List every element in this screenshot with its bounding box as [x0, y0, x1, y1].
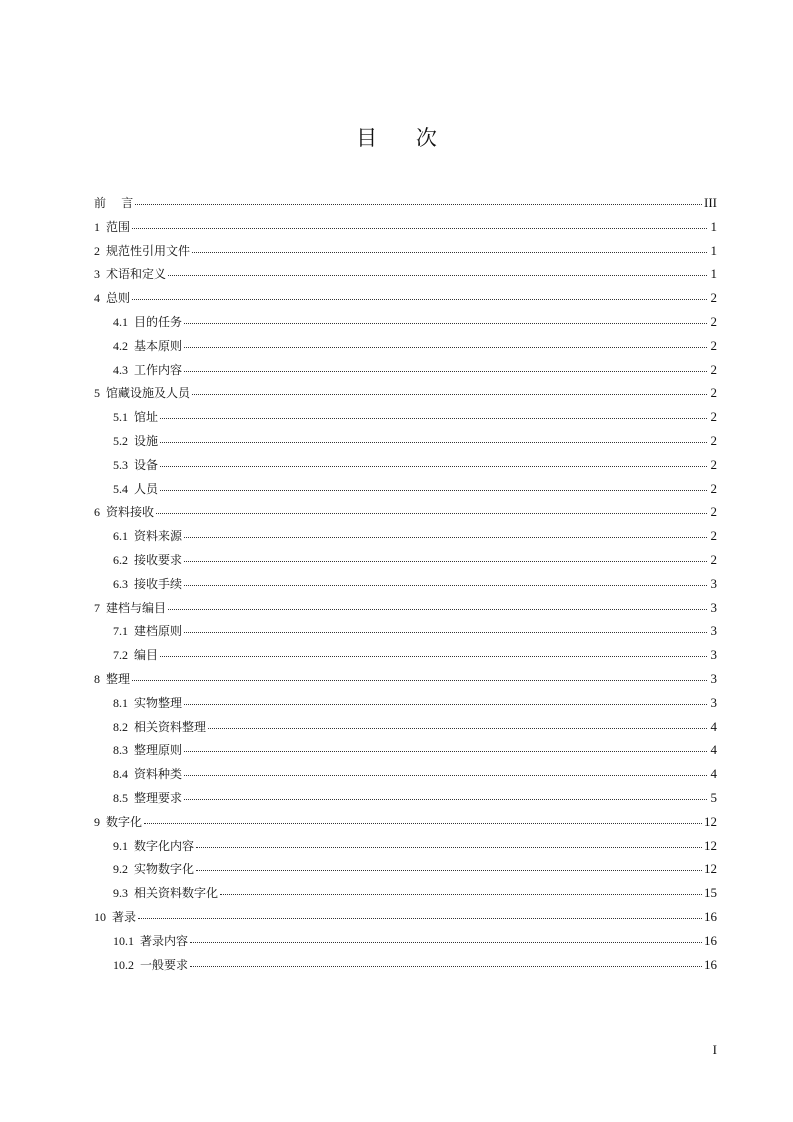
page-number: I: [712, 1042, 717, 1057]
toc-entry-page: 15: [704, 885, 717, 901]
toc-entry-label: [113, 573, 182, 597]
toc-dot-leader: [220, 894, 702, 895]
toc-entry-page: 4: [710, 742, 717, 758]
toc-entry-text: 人员: [134, 481, 159, 496]
toc-entry-page: 1: [710, 218, 717, 234]
toc-dot-leader: [192, 252, 707, 253]
toc-entry-label: [94, 597, 166, 621]
toc-entry-number: 5.2: [113, 433, 128, 448]
toc-dot-leader: [132, 299, 707, 300]
toc-entry-label: [113, 858, 194, 882]
page-title: 目 次: [356, 126, 453, 150]
toc-dot-leader: [156, 513, 707, 514]
toc-entry-text: 工作内容: [134, 362, 183, 377]
toc-entry-number: 4.2: [113, 338, 128, 353]
toc-entry-label: [113, 478, 158, 502]
toc-entry-page: 16: [704, 956, 717, 972]
toc-dot-leader: [168, 609, 707, 610]
toc-entry-text: 馆藏设施及人员: [106, 386, 191, 401]
toc-entry-number: 4.3: [113, 362, 128, 377]
toc-entry[interactable]: [94, 358, 717, 382]
toc-entry-text: 实物整理: [134, 695, 183, 710]
toc-entry-label: [94, 811, 142, 835]
toc-dot-leader: [184, 775, 707, 776]
toc-entry-text: 目的任务: [134, 314, 183, 329]
toc-entry[interactable]: [94, 286, 717, 310]
toc-entry-number: 10.2: [113, 957, 134, 972]
toc-entry-number: 9.1: [113, 838, 128, 853]
toc-entry-text: 资料接收: [106, 505, 155, 520]
toc-entry-label: [94, 906, 136, 930]
toc-entry-number: 5.3: [113, 457, 128, 472]
toc-entry[interactable]: [94, 905, 717, 929]
toc-entry-text: 实物数字化: [134, 862, 195, 877]
toc-entry-page: 16: [704, 932, 717, 948]
toc-entry[interactable]: [94, 619, 717, 643]
toc-entry-label: [113, 835, 194, 859]
toc-entry-label: [94, 240, 190, 264]
toc-entry-number: 6: [94, 505, 100, 520]
toc-dot-leader: [132, 680, 707, 681]
toc-entry-text: 整理要求: [134, 790, 183, 805]
toc-dot-leader: [138, 918, 702, 919]
toc-entry-text: 前 言: [94, 196, 134, 210]
toc-entry-number: 4.1: [113, 314, 128, 329]
toc-entry-text: 数字化: [106, 814, 143, 829]
toc-dot-leader: [160, 656, 707, 657]
table-of-contents: [94, 191, 717, 976]
toc-entry-page: 2: [710, 551, 717, 567]
toc-entry[interactable]: [94, 405, 717, 429]
toc-entry-label: [113, 739, 182, 763]
toc-dot-leader: [184, 751, 707, 752]
toc-entry[interactable]: [94, 834, 717, 858]
toc-entry-page: 1: [710, 242, 717, 258]
toc-entry-page: 4: [710, 766, 717, 782]
toc-dot-leader: [184, 537, 707, 538]
toc-entry-text: 总则: [106, 291, 131, 306]
toc-entry-label: [113, 525, 182, 549]
toc-entry-label: [113, 311, 182, 335]
toc-dot-leader: [190, 966, 702, 967]
toc-entry-text: 资料种类: [134, 767, 183, 782]
toc-entry[interactable]: [94, 667, 717, 691]
toc-entry-label: [113, 335, 182, 359]
toc-entry[interactable]: [94, 715, 717, 739]
toc-entry[interactable]: [94, 548, 717, 572]
toc-entry-page: 12: [704, 813, 717, 829]
toc-entry-label: [113, 763, 182, 787]
toc-entry-label: [94, 287, 130, 311]
toc-entry-page: 5: [710, 789, 717, 805]
toc-entry-number: 8.4: [113, 767, 128, 782]
toc-entry-number: 2: [94, 243, 100, 258]
toc-entry-page: 3: [710, 599, 717, 615]
toc-dot-leader: [184, 371, 707, 372]
toc-entry-number: 5.4: [113, 481, 128, 496]
toc-entry-label: [94, 192, 133, 216]
toc-entry-number: 6.3: [113, 576, 128, 591]
toc-entry-number: 8.5: [113, 790, 128, 805]
toc-entry-text: 接收要求: [134, 552, 183, 567]
toc-dot-leader: [160, 442, 707, 443]
toc-entry-label: [94, 263, 166, 287]
toc-entry-text: 接收手续: [134, 576, 183, 591]
toc-entry-number: 4: [94, 291, 100, 306]
toc-entry-page: 2: [710, 385, 717, 401]
toc-entry-label: [113, 620, 182, 644]
toc-dot-leader: [208, 728, 707, 729]
toc-entry[interactable]: [94, 524, 717, 548]
toc-entry-page: 3: [710, 623, 717, 639]
toc-entry-text: 著录: [112, 909, 137, 924]
toc-entry-label: [113, 787, 182, 811]
toc-entry-page: 2: [710, 456, 717, 472]
toc-entry-number: 6.1: [113, 529, 128, 544]
toc-dot-leader: [184, 704, 707, 705]
toc-dot-leader: [184, 799, 707, 800]
toc-entry-text: 相关资料数字化: [134, 886, 219, 901]
toc-entry[interactable]: [94, 643, 717, 667]
toc-dot-leader: [160, 466, 707, 467]
toc-entry-text: 规范性引用文件: [106, 243, 191, 258]
toc-entry-number: 8: [94, 671, 100, 686]
toc-entry-page: 2: [710, 480, 717, 496]
toc-entry-text: 设备: [134, 457, 159, 472]
toc-entry-label: [113, 406, 158, 430]
toc-entry-text: 术语和定义: [106, 267, 167, 282]
toc-entry-text: 基本原则: [134, 338, 183, 353]
toc-entry-page: 12: [704, 861, 717, 877]
toc-entry[interactable]: [94, 881, 717, 905]
toc-entry[interactable]: [94, 929, 717, 953]
toc-entry-number: 5: [94, 386, 100, 401]
toc-dot-leader: [160, 490, 707, 491]
toc-entry-label: [113, 430, 158, 454]
toc-entry-page: 4: [710, 718, 717, 734]
toc-entry-text: 整理原则: [134, 743, 183, 758]
toc-dot-leader: [196, 847, 702, 848]
toc-entry[interactable]: [94, 262, 717, 286]
toc-entry-text: 建档原则: [134, 624, 183, 639]
toc-entry-number: 8.2: [113, 719, 128, 734]
toc-entry[interactable]: [94, 239, 717, 263]
toc-entry-page: 3: [710, 575, 717, 591]
toc-entry-text: 相关资料整理: [134, 719, 207, 734]
toc-entry-number: 7: [94, 600, 100, 615]
toc-entry[interactable]: [94, 857, 717, 881]
toc-entry-number: 1: [94, 219, 100, 234]
toc-dot-leader: [196, 870, 702, 871]
toc-dot-leader: [184, 323, 707, 324]
toc-entry-page: 2: [710, 290, 717, 306]
toc-dot-leader: [184, 347, 707, 348]
toc-entry-label: [113, 716, 206, 740]
toc-entry[interactable]: [94, 810, 717, 834]
toc-entry[interactable]: [94, 334, 717, 358]
toc-entry-label: [113, 644, 158, 668]
toc-entry-label: [94, 668, 130, 692]
toc-entry-label: [94, 216, 130, 240]
toc-entry-number: 8.1: [113, 695, 128, 710]
toc-entry-label: [113, 549, 182, 573]
toc-entry[interactable]: [94, 596, 717, 620]
toc-entry-number: 3: [94, 267, 100, 282]
toc-entry[interactable]: [94, 786, 717, 810]
toc-dot-leader: [184, 561, 707, 562]
toc-entry[interactable]: [94, 310, 717, 334]
toc-entry-page: III: [704, 195, 717, 210]
toc-entry[interactable]: [94, 477, 717, 501]
toc-entry-label: [113, 454, 158, 478]
toc-entry-text: 设施: [134, 433, 159, 448]
toc-dot-leader: [168, 275, 707, 276]
toc-entry-label: [113, 954, 188, 978]
toc-entry[interactable]: [94, 762, 717, 786]
toc-entry[interactable]: [94, 500, 717, 524]
toc-entry-label: [94, 382, 190, 406]
toc-entry-number: 5.1: [113, 410, 128, 425]
toc-entry-number: 10.1: [113, 933, 134, 948]
toc-entry-number: 10: [94, 909, 106, 924]
toc-entry-page: 2: [710, 337, 717, 353]
toc-entry-text: 一般要求: [140, 957, 189, 972]
toc-entry-text: 整理: [106, 671, 131, 686]
toc-entry-text: 资料来源: [134, 529, 183, 544]
toc-entry-page: 3: [710, 694, 717, 710]
toc-entry-text: 编目: [134, 648, 159, 663]
toc-entry[interactable]: [94, 191, 717, 215]
toc-entry-text: 建档与编目: [106, 600, 167, 615]
toc-dot-leader: [184, 632, 707, 633]
toc-entry-page: 3: [710, 647, 717, 663]
toc-dot-leader: [190, 942, 702, 943]
toc-dot-leader: [132, 228, 707, 229]
toc-entry-number: 6.2: [113, 552, 128, 567]
toc-entry-number: 9.2: [113, 862, 128, 877]
toc-entry[interactable]: [94, 453, 717, 477]
toc-entry-page: 16: [704, 908, 717, 924]
toc-entry-page: 12: [704, 837, 717, 853]
toc-entry[interactable]: [94, 738, 717, 762]
toc-entry-page: 2: [710, 313, 717, 329]
toc-entry[interactable]: [94, 953, 717, 977]
toc-entry[interactable]: [94, 381, 717, 405]
toc-entry-number: 9: [94, 814, 100, 829]
toc-entry-label: [113, 882, 218, 906]
toc-entry[interactable]: [94, 572, 717, 596]
toc-entry[interactable]: [94, 429, 717, 453]
toc-entry-number: 9.3: [113, 886, 128, 901]
toc-dot-leader: [135, 204, 702, 205]
toc-entry-page: 3: [710, 670, 717, 686]
toc-entry-number: 8.3: [113, 743, 128, 758]
toc-entry-text: 馆址: [134, 410, 159, 425]
toc-dot-leader: [192, 394, 707, 395]
toc-entry-page: 2: [710, 504, 717, 520]
toc-entry-page: 2: [710, 528, 717, 544]
toc-entry-text: 范围: [106, 219, 131, 234]
toc-entry[interactable]: [94, 215, 717, 239]
toc-entry-label: [94, 501, 154, 525]
toc-entry-page: 2: [710, 409, 717, 425]
toc-entry-number: 7.2: [113, 648, 128, 663]
toc-dot-leader: [184, 585, 707, 586]
toc-entry-text: 著录内容: [140, 933, 189, 948]
toc-dot-leader: [144, 823, 702, 824]
toc-entry-number: 7.1: [113, 624, 128, 639]
toc-entry-text: 数字化内容: [134, 838, 195, 853]
toc-entry-label: [113, 359, 182, 383]
toc-entry[interactable]: [94, 691, 717, 715]
toc-entry-page: 2: [710, 432, 717, 448]
toc-entry-page: 2: [710, 361, 717, 377]
toc-entry-page: 1: [710, 266, 717, 282]
toc-entry-label: [113, 930, 188, 954]
toc-entry-label: [113, 692, 182, 716]
toc-dot-leader: [160, 418, 707, 419]
